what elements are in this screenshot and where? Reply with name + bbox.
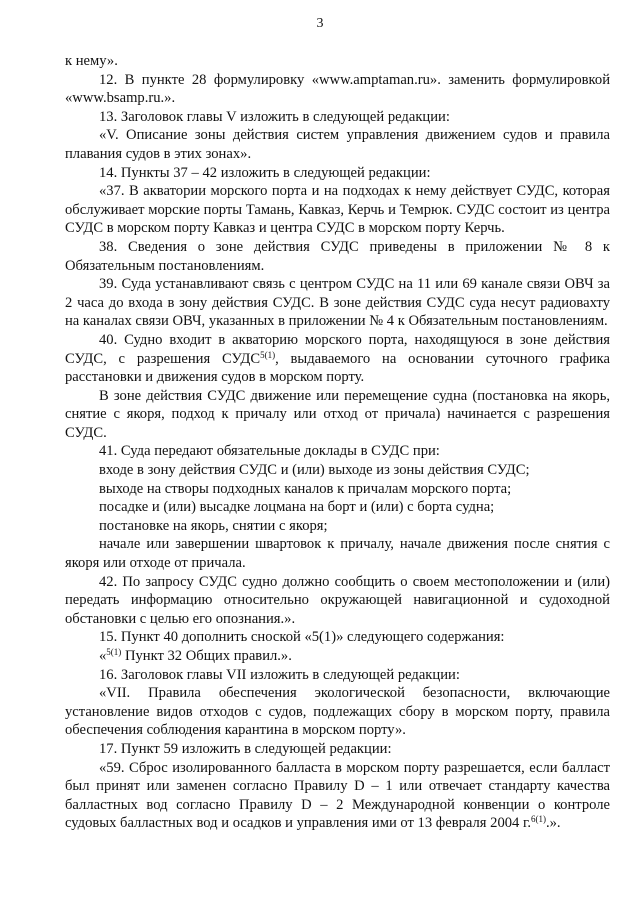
paragraph-text-after: Пункт 32 Общих правил.». <box>121 648 292 664</box>
paragraph <box>65 461 610 480</box>
paragraph <box>65 275 610 331</box>
paragraph <box>65 387 610 443</box>
paragraph-text: В зоне действия СУДС движение или перемещение судна (постановка на якорь, снятие с якоря, подход к причалу или отход от причала) начинается с разрешения СУДС. <box>65 387 610 441</box>
paragraph-text: 39. Суда устанавливают связь с центром СУДС на 11 или 69 канале связи ОВЧ за 2 часа до входа в зону действия СУДС. В зоне действия СУДС суда несут радиовахту на каналах связи ОВЧ, указанных в приложении № 4 к Обязательным постановлениям. <box>65 276 610 330</box>
paragraph-text: 41. Суда передают обязательные доклады в СУДС при: <box>99 443 440 460</box>
paragraph <box>65 52 610 71</box>
footnote-ref: 5(1) <box>260 349 276 360</box>
paragraph-text: 16. Заголовок главы VII изложить в следующей редакции: <box>99 666 460 683</box>
paragraph-text: 12. В пункте 28 формулировку «www.amptaman.ru». заменить формулировкой «www.bsamp.ru.». <box>65 71 610 107</box>
paragraph <box>65 759 610 833</box>
paragraph-text: «V. Описание зоны действия систем управления движением судов и правила плавания судов в этих зонах». <box>65 127 610 162</box>
footnote-ref: 5(1) <box>106 647 122 657</box>
paragraph-text: входе в зону действия СУДС и (или) выходе из зоны действия СУДС; <box>99 462 530 479</box>
paragraph <box>65 126 610 163</box>
paragraph <box>65 480 610 499</box>
paragraph-text: 38. Сведения о зоне действия СУДС приведены в приложении № 8 к Обязательным постановлениям. <box>65 238 610 274</box>
paragraph <box>65 182 610 238</box>
paragraph <box>65 628 610 647</box>
paragraph-text: 14. Пункты 37 – 42 изложить в следующей редакции: <box>99 164 431 181</box>
paragraph <box>65 666 610 685</box>
paragraph <box>65 108 610 127</box>
paragraph-text-after: , выдаваемого на основании суточного графика расстановки и движения судов в морском порту. <box>65 350 611 386</box>
paragraph-text: 13. Заголовок главы V изложить в следующей редакции: <box>99 108 450 125</box>
paragraph-text: посадке и (или) высадке лоцмана на борт и (или) с борта судна; <box>99 499 495 516</box>
paragraph <box>65 517 610 536</box>
paragraph <box>65 442 610 461</box>
paragraph <box>65 498 610 517</box>
paragraph-text: 17. Пункт 59 изложить в следующей редакции: <box>99 740 392 757</box>
paragraph <box>65 573 610 629</box>
paragraph <box>65 164 610 183</box>
paragraph-text: 40. Судно входит в акваторию морского порта, находящуюся в зоне действия СУДС, с разрешения СУДС <box>65 331 610 367</box>
paragraph-text: начале или завершении швартовок к причалу, начале движения после снятия с якоря или отходе от причала. <box>65 536 610 572</box>
paragraph-text: 42. По запросу СУДС судно должно сообщить о своем местоположении и (или) передать информацию относительно окружающей навигационной и судоходной обстановки с целью его опознания.». <box>65 573 610 627</box>
paragraph <box>65 647 610 666</box>
paragraph <box>65 331 610 387</box>
page-number: 3 <box>316 16 324 31</box>
paragraph-text: 15. Пункт 40 дополнить сноской «5(1)» следующего содержания: <box>99 629 505 646</box>
footnote-ref: 6(1) <box>530 814 546 825</box>
paragraph-text: «59. Сброс изолированного балласта в морском порту разрешается, если балласт был принят или заменен согласно Правилу D – 1 или отвечает стандарту качества балластных вод согласно Правилу D – 2 Международной конвенции о контроле судовых балластных вод и осадков и управления ими от 13 февраля 2004 г. <box>65 759 610 832</box>
paragraph <box>65 740 610 759</box>
paragraph-text: к нему». <box>65 53 118 69</box>
paragraph-text: «37. В акватории морского порта и на подходах к нему действует СУДС, которая обслуживает морские порты Тамань, Кавказ, Керчь и Темрюк. СУДС состоит из центра СУДС в морском порту Кавказ и центра СУДС в морском порту Керчь. <box>65 183 610 237</box>
paragraph <box>65 238 610 275</box>
paragraph-text: « <box>99 648 107 664</box>
paragraph-text: выходе на створы подходных каналов к причалам морского порта; <box>99 480 512 497</box>
paragraph <box>65 535 610 572</box>
paragraph <box>65 684 610 740</box>
paragraph-text: «VII. Правила обеспечения экологической безопасности, включающие установление видов отходов с судов, подлежащих сбору в морском порту, правила обеспечения соблюдения карантина в морском порту». <box>65 685 610 739</box>
paragraph-text-after: .». <box>545 815 561 832</box>
paragraph <box>65 71 610 108</box>
paragraph-text: постановке на якорь, снятии с якоря; <box>99 517 328 534</box>
document-body <box>65 52 610 833</box>
